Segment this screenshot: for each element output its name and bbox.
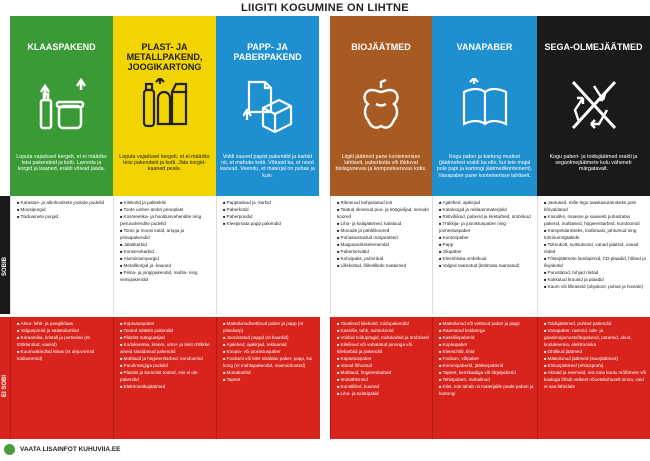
list-item: ■ Valged raamatud (köitmata raamatud) [439,262,534,269]
list-item: ■ Toiduainete purgid [17,213,110,220]
list-item: ■ Kommipaberid, jäätisepaberid [439,362,534,369]
list-item: ■ Pandimärgiga pudelid [120,362,213,369]
list-item: ■ Mahlaud ja hügieenitarbed, kondoomid [120,355,213,362]
list-item: ■ Ohtlikud jäätmed [544,348,647,355]
list-item: ■ Kilekotid ja pakkekile [120,199,213,206]
list-item: ■ Liha- ja kalajäätmed, kalaluud [337,220,429,227]
eisobi-side-label: EI SOBI [0,317,10,439]
list-item: ■ Mahlaud, hügieenitarbed [337,369,429,376]
list-item: ■ Jõupaber [439,248,534,255]
list-item: ■ Kümpeldamiseks, loutbraasi, jahtumud ning tuhmiumisjääkide [544,227,647,241]
list-item: ■ Liha- ja salatipakid [337,390,429,397]
list-item: ■ Raamatud köidetega [439,327,534,334]
list-item: ■ Fooliumi või kilet sisaldav paber, papp, kui kong (nt mahlapakendid, maimaritooted) [223,355,316,369]
list-item: ■ Trükkija- ja joonistuspaber ning joonestuspaber [439,220,534,234]
column-header-3 [216,16,319,196]
list-item: ■ Tapeet [223,376,316,383]
column-description: Liigiti jäätmed pane konteinerisse lahtiselt, paberkotta või lõiduval biolagunevas ja komposteeruvas kotis. [335,154,427,173]
list-item: ■ Elektroonikajäätmed [120,383,213,390]
glass-jar-bottle-icon [37,78,87,133]
list-item: ■ Kleeshkata umbrikuid [439,255,534,262]
list-item: ■ Kopsutuspaber [120,320,213,327]
list-item: ■ Toidujäätmed, puhtad pakendid [544,320,647,327]
list-item: ■ Tavalised kilekotid, toidupakendid [337,320,429,327]
footer-link[interactable]: VAATA LISAINFOT KUHUVIIA.EE [20,446,121,453]
list-item: ■ Imimähkmeid [337,376,429,383]
eisobi-list-2 [113,317,217,439]
column-description: Kogu paberi- ja toidujäätmed eraldi ja segaolmejäätmete kulu väheneb märgatavalt. [549,154,638,173]
sobib-list-2 [113,196,217,314]
apple-core-icon [356,78,406,133]
eisobi-list-1 [10,317,114,439]
sobib-side-label: SOBIB [0,196,10,314]
list-item: ■ Kosutiks, maasse ja saasesti puhastatav pakend, mahlased, hügieenitarbed, kondoomid [544,213,647,227]
list-item: ■ Jaotused, mille tegu taaskasutamiseks pole kõrvaldatud [544,199,647,213]
eisobi-list-4 [330,317,433,439]
column-title: PAPP- JA PABERPAKEND [233,42,302,62]
list-item: ■ Aknа- lehti- ja peegliklaas [17,320,110,327]
column-header-2 [113,16,216,196]
list-item: ■ Paberkotid [223,206,316,213]
list-item: ■ Vanapaber, ravimid, tule- ja gaasimojamustvõtupakend, patareid, akud, kodukeemia, elektroonika [544,327,647,348]
list-item: ■ Maiguandmiselemendid [337,241,429,248]
list-item: ■ Papptaskud ja -karbid [223,199,316,206]
list-item: ■ Ristvihikud, paberid ja kiretarbed, ümbrikud [439,213,534,220]
column-header-1 [10,16,113,196]
list-item: ■ Kaum või lilleaseid (ahjukoor, puhas ja hoviale) [544,283,647,290]
list-item: ■ Joonistatud pappd (nt kaardid) [223,334,316,341]
column-header-6 [537,16,650,196]
list-item: ■ Kleeschild, tihid [439,348,534,355]
list-item: ■ Kohvipaks, puhvritud [337,255,429,262]
list-item: ■ Kodukeemia, kreem, värvi- ja teist ohtlikke aineid sisaldanud pakendid [120,341,213,355]
column-description: Loputa vajadusel kergelt, et ei määriks teisi pakendeid ja kotti. Lameda ja korgid ja kaaned, eraldi võivad jääda. [16,154,107,173]
list-item: ■ Alumiiniumpurgid [120,255,213,262]
column-title: KLAASPAKEND [27,42,96,52]
footer [0,440,650,461]
list-item: ■ Munakarbid [223,369,316,376]
list-item: ■ Lillekoltud, lõikelillede toataimed [337,262,429,269]
list-item: ■ Kukkutud kruusid ja plaadid [544,276,647,283]
list-item: ■ Kilet, mis tahab nii materjalile peale paberi ja kartongi [439,383,534,397]
list-item: ■ Plastist mänguasjad [120,334,213,341]
list-item: ■ Vanad lõhustud [337,362,429,369]
list-item: ■ Toote umber-ümbri penoplast [120,206,213,213]
list-item: ■ Moosipurgid [17,206,110,213]
list-item: ■ Koopia- või joonistuspaber [223,348,316,355]
column-title: BIOJÄÄTMED [351,42,411,52]
list-item: ■ Piima- ja joogipakendid, mahla- ning veinipakendid [120,269,213,283]
list-item: ■ Määrdunud või vettinud paber ja papp [439,320,534,327]
list-item: ■ Munade ja pähklikoored [337,227,429,234]
list-item: ■ Konservikarbid [120,248,213,255]
list-item: ■ Kileilised või vahatatud pinnaga või kilekarbiid ja pakendid [337,341,429,355]
list-item: ■ Määrdunud/vettinud paber ja papp (nt pitsakarp) [223,320,316,334]
list-item: ■ Purustatud, tuhjad riistad [544,269,647,276]
list-item: ■ Kosmeetika- ja hooldusvahendite ning pesuvahendite pudelid [120,213,213,227]
list-item: ■ Ehitusjäätmed (ehitusprahi) [544,362,647,369]
column-title: VANAPABER [456,42,513,52]
list-item: ■ Karastus- ja alkohoolsete jookide pudelid [17,199,110,206]
list-item: ■ Küpsetuspaber [337,355,429,362]
list-item: ■ Valguspirnid ja säästulambid [17,327,110,334]
eisobi-list-3 [216,317,320,439]
list-item: ■ Kunstlilled, kuuned [337,383,429,390]
column-header-4 [330,16,432,196]
list-item: ■ Metallkorgid ja -kaaned [120,262,213,269]
column-header-5 [432,16,537,196]
list-item: ■ Teatud riknenud puu- ja köögiviljad, seriade koored [337,206,429,220]
list-item: ■ Voldud toiduprügid, toidukarbid ja ümbrised [337,334,429,341]
info-logo-icon [4,444,15,455]
list-item: ■ Kassiliivpaberid [439,334,534,341]
column-description: Kogu paber ja kartong mudest (jäätmetest eraldi ka elle, kui teie majal pole papi ja kartongi jäätmedkonteinerit). Vanapaber pane konteinerisse lahtiselt. [436,154,533,179]
eisobi-list-6 [537,317,650,439]
list-item: ■ Tehispaberi, mahalinud [439,376,534,383]
box-paper-icon [243,78,293,133]
list-item: ■ Määrdunud jäätmed (suurjäätmed) [544,355,647,362]
sobib-list-1 [10,196,114,314]
list-item: ■ Tooted mitteks pakendid [120,327,213,334]
list-item: ■ Ajalehed, ajakirjad [439,199,534,206]
eisobi-list-5 [432,317,538,439]
column-description: Loputa vajadusel kergelt, et ei määriks teisi pakendeid ja kotti. Jäta korgid-kaaned peale. [119,154,210,173]
list-item: ■ Kleepimata papp pakendid [223,220,316,227]
column-title: PLAST- JA METALLPAKEND, JOOGIKARTONG [126,42,203,72]
list-item: ■ Kopsupaber [439,341,534,348]
list-item: ■ Kuumuskindlad klaas (nt ahjuvormid toiduvormid) [17,348,110,362]
list-item: ■ Foolium, võipaber [439,355,534,362]
list-item: ■ Papp [439,241,534,248]
list-item: ■ Aknaid ja esemeid, mis oma kuulu mõõtmete või kaaluga lõhub väikest nõuetekohaselt sinna, vaid ei saa lähedale [544,369,647,390]
list-item: ■ Paberservätid [337,248,429,255]
column-title: SEGA-OLMEJÄÄTMED [544,42,643,52]
list-item: ■ Tapeet, kemikaaliga või tõrjepaberid [439,369,534,376]
list-item: ■ Tõstejäätmete lambipirnid, CD-plaadid, hõbed ja liivjakotid [544,255,647,269]
list-item: ■ Ajalehed, ajakirjad, reklaamid [223,341,316,348]
sobib-list-4 [330,196,433,314]
recycle-crossed-icon [569,78,619,133]
sobib-list-5 [432,196,538,314]
list-item: ■ Keraamika, kristall ja portselan (nt tööklandud, vaasid) [17,334,110,348]
list-item: ■ Paberpoodid [223,213,316,220]
bottle-can-carton-icon [140,78,190,133]
sobib-list-6 [537,196,650,314]
page-title: LIIGITI KOGUMINE ON LIHTNE [241,2,409,14]
list-item: ■ Kassiliiv, tuhk, suitsukonid [337,327,429,334]
list-item: ■ Tolmukott, suitsukonid, vanad jalatsid, vanad riided [544,241,647,255]
list-item: ■ Puhastustoidud marjaratsed [337,234,429,241]
sobib-list-3 [216,196,320,314]
list-item: ■ Jalatikarbid [120,241,213,248]
open-book-icon [460,78,510,133]
column-description: Voldi suured papist pakendid ja karbid nii, et mahuks kotti. Võtuoid ka, et need kaovad. Veendu, et materjal on puhas ja kuiv. [220,154,315,179]
list-item: ■ Plastist ja kummist tooted, mis ei ole pakendid [120,369,213,383]
list-item: ■ Riknenud kahjustatud toit [337,199,429,206]
list-item: ■ Kontoripaber [439,234,534,241]
list-item: ■ Tooni ja mooni kotid, ampja ja piimapakendid [120,227,213,241]
list-item: ■ Kataloogid ja reklaammaterjalid [439,206,534,213]
